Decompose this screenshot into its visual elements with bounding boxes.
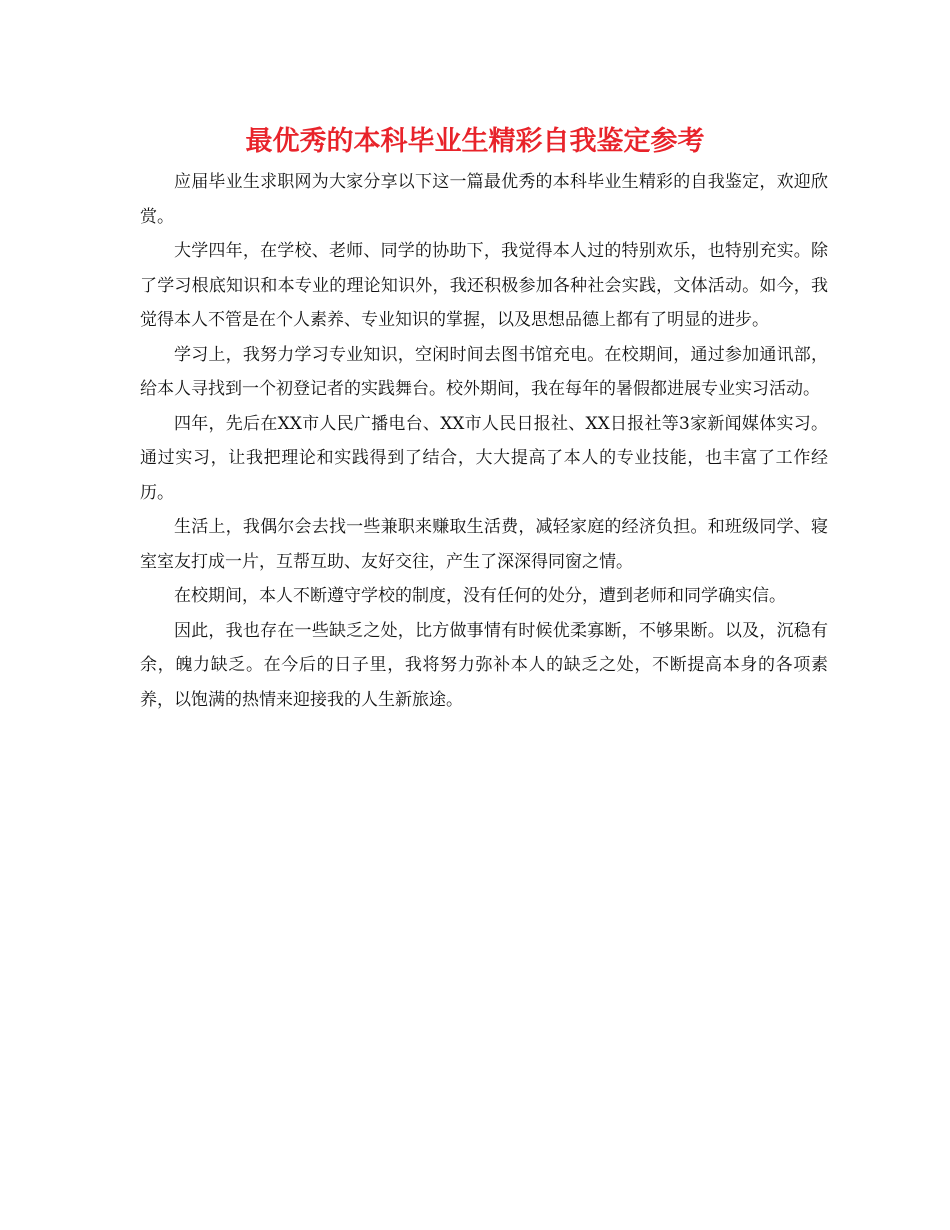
paragraph-life: 生活上，我偶尔会去找一些兼职来赚取生活费，减轻家庭的经济负担。和班级同学、寝室室友打成一片，互帮互助、友好交往，产生了深深得同窗之情。 bbox=[140, 517, 828, 572]
document-body bbox=[140, 165, 828, 717]
paragraph-discipline: 在校期间，本人不断遵守学校的制度，没有任何的处分，遭到老师和同学确实信。 bbox=[174, 586, 786, 606]
paragraph-internships: 四年，先后在XX市人民广播电台、XX市人民日报社、XX日报社等3家新闻媒体实习。通过实习，让我把理论和实践得到了结合，大大提高了本人的专业技能，也丰富了工作经历。 bbox=[140, 413, 828, 503]
paragraph-shortcomings: 因此，我也存在一些缺乏之处，比方做事情有时候优柔寡断，不够果断。以及，沉稳有余，魄力缺乏。在今后的日子里，我将努力弥补本人的缺乏之处，不断提高本身的各项素养，以饱满的热情来迎接我的人生新旅途。 bbox=[140, 620, 828, 710]
paragraph-intro: 应届毕业生求职网为大家分享以下这一篇最优秀的本科毕业生精彩的自我鉴定，欢迎欣赏。 bbox=[140, 172, 828, 227]
paragraph-study: 学习上，我努力学习专业知识，空闲时间去图书馆充电。在校期间，通过参加通讯部，给本人寻找到一个初登记者的实践舞台。校外期间，我在每年的暑假都进展专业实习活动。 bbox=[140, 344, 828, 399]
paragraph-university-years: 大学四年，在学校、老师、同学的协助下，我觉得本人过的特别欢乐，也特别充实。除了学习根底知识和本专业的理论知识外，我还积极参加各种社会实践，文体活动。如今，我觉得本人不管是在个人素养、专业知识的掌握，以及思想品德上都有了明显的进步。 bbox=[140, 241, 828, 330]
document-title: 最优秀的本科毕业生精彩自我鉴定参考 bbox=[245, 126, 705, 157]
